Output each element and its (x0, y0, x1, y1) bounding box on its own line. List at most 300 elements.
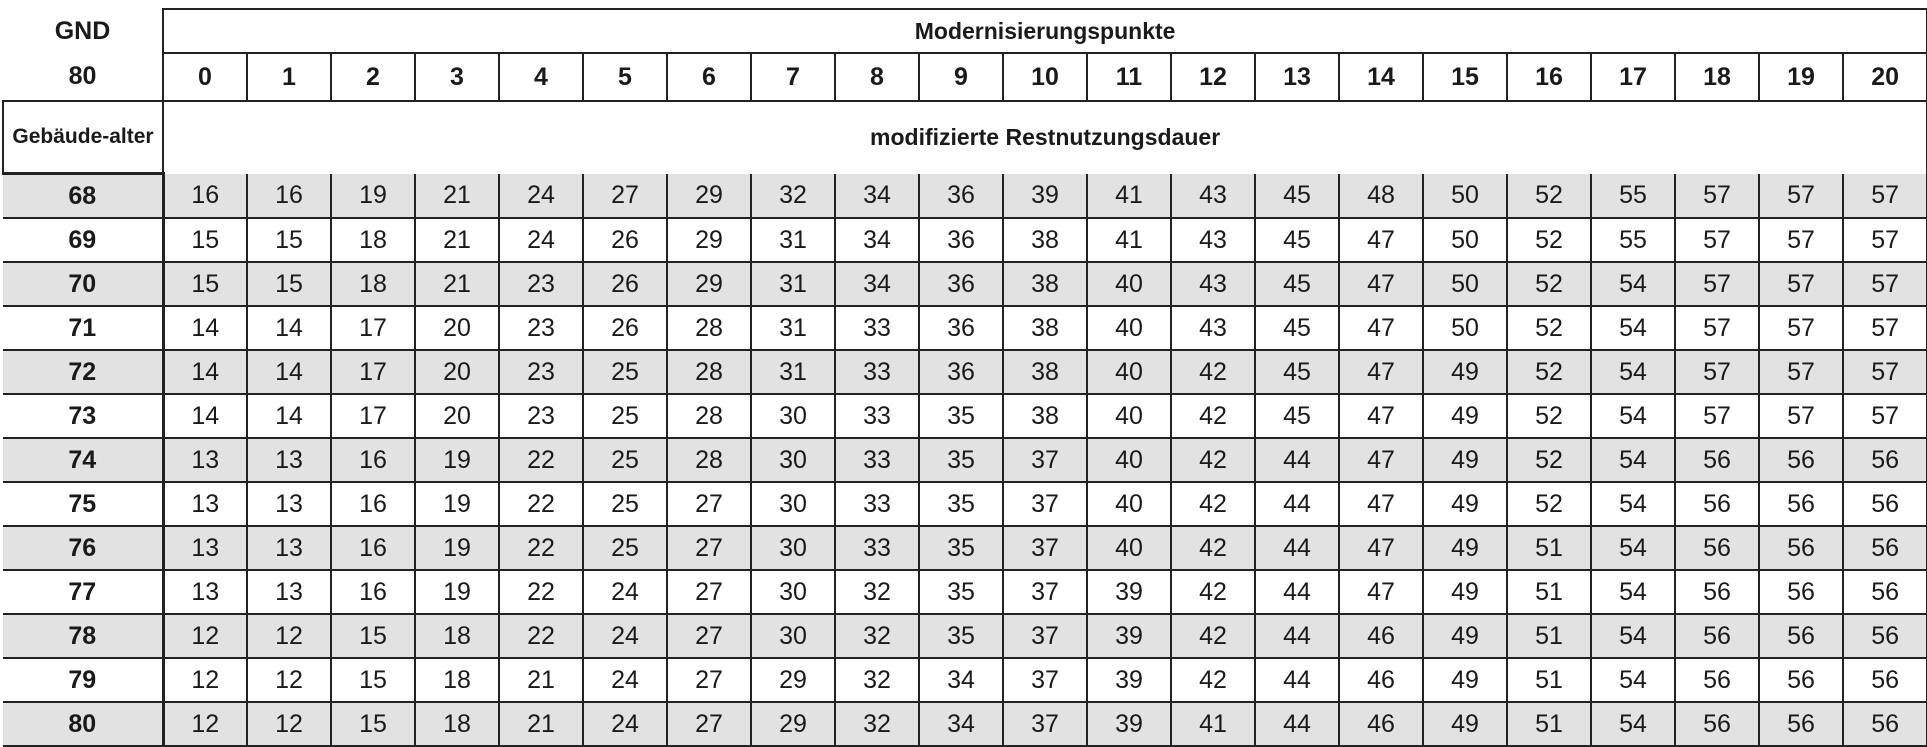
restnutzungsdauer-cell: 39 (1087, 570, 1171, 614)
table-subtitle: modifizierte Restnutzungsdauer (163, 101, 1927, 174)
table-body (3, 174, 1927, 747)
point-header-cell: 17 (1591, 53, 1675, 101)
restnutzungsdauer-cell: 49 (1423, 482, 1507, 526)
restnutzungsdauer-cell: 57 (1759, 262, 1843, 306)
restnutzungsdauer-cell: 24 (583, 702, 667, 746)
restnutzungsdauer-cell: 56 (1675, 526, 1759, 570)
restnutzungsdauer-cell: 35 (919, 570, 1003, 614)
building-age-cell: 79 (3, 658, 163, 702)
restnutzungsdauer-cell: 39 (1087, 658, 1171, 702)
restnutzungsdauer-cell: 56 (1843, 702, 1927, 746)
restnutzungsdauer-cell: 14 (247, 394, 331, 438)
restnutzungsdauer-cell: 12 (163, 614, 247, 658)
restnutzungsdauer-cell: 21 (499, 702, 583, 746)
restnutzungsdauer-cell: 36 (919, 306, 1003, 350)
table-wrapper (2, 8, 1922, 744)
restnutzungsdauer-cell: 35 (919, 482, 1003, 526)
restnutzungsdauer-cell: 22 (499, 614, 583, 658)
restnutzungsdauer-cell: 52 (1507, 174, 1591, 219)
building-age-cell: 69 (3, 218, 163, 262)
restnutzungsdauer-cell: 27 (667, 614, 751, 658)
restnutzungsdauer-cell: 35 (919, 526, 1003, 570)
header-row-title (3, 9, 1927, 53)
restnutzungsdauer-cell: 15 (163, 262, 247, 306)
restnutzungsdauer-cell: 56 (1675, 482, 1759, 526)
restnutzungsdauer-cell: 13 (163, 526, 247, 570)
table-row (3, 702, 1927, 746)
point-header-cell: 16 (1507, 53, 1591, 101)
restnutzungsdauer-cell: 38 (1003, 394, 1087, 438)
restnutzungsdauer-cell: 57 (1759, 218, 1843, 262)
restnutzungsdauer-cell: 34 (835, 262, 919, 306)
header-row-subtitle (3, 101, 1927, 174)
restnutzungsdauer-cell: 54 (1591, 350, 1675, 394)
table-row (3, 438, 1927, 482)
point-header-cell: 5 (583, 53, 667, 101)
restnutzungsdauer-cell: 47 (1339, 306, 1423, 350)
restnutzungsdauer-cell: 56 (1759, 570, 1843, 614)
building-age-cell: 76 (3, 526, 163, 570)
restnutzungsdauer-cell: 38 (1003, 350, 1087, 394)
restnutzungsdauer-cell: 21 (415, 174, 499, 219)
restnutzungsdauer-cell: 54 (1591, 438, 1675, 482)
restnutzungsdauer-cell: 54 (1591, 306, 1675, 350)
restnutzungsdauer-cell: 35 (919, 394, 1003, 438)
restnutzungsdauer-cell: 14 (247, 306, 331, 350)
restnutzungsdauer-cell: 55 (1591, 174, 1675, 219)
restnutzungsdauer-cell: 44 (1255, 614, 1339, 658)
restnutzungsdauer-cell: 37 (1003, 526, 1087, 570)
restnutzungsdauer-cell: 19 (415, 438, 499, 482)
point-header-cell: 4 (499, 53, 583, 101)
restnutzungsdauer-cell: 27 (667, 482, 751, 526)
restnutzungsdauer-cell: 25 (583, 438, 667, 482)
restnutzungsdauer-cell: 14 (163, 394, 247, 438)
restnutzungsdauer-cell: 57 (1675, 306, 1759, 350)
table-row (3, 570, 1927, 614)
restnutzungsdauer-cell: 43 (1171, 174, 1255, 219)
restnutzungsdauer-cell: 37 (1003, 570, 1087, 614)
restnutzungsdauer-cell: 56 (1759, 702, 1843, 746)
restnutzungsdauer-cell: 22 (499, 570, 583, 614)
restnutzungsdauer-cell: 57 (1843, 174, 1927, 219)
restnutzungsdauer-cell: 37 (1003, 482, 1087, 526)
restnutzungsdauer-cell: 34 (919, 658, 1003, 702)
restnutzungsdauer-cell: 42 (1171, 438, 1255, 482)
restnutzungsdauer-cell: 36 (919, 262, 1003, 306)
building-age-cell: 72 (3, 350, 163, 394)
restnutzungsdauer-cell: 18 (331, 262, 415, 306)
restnutzungsdauer-cell: 33 (835, 438, 919, 482)
restnutzungsdauer-cell: 57 (1759, 350, 1843, 394)
restnutzungsdauer-cell: 13 (163, 570, 247, 614)
restnutzungsdauer-cell: 27 (667, 658, 751, 702)
restnutzungsdauer-cell: 43 (1171, 218, 1255, 262)
restnutzungsdauer-cell: 40 (1087, 482, 1171, 526)
gnd-label: GND (54, 16, 111, 45)
restnutzungsdauer-cell: 36 (919, 174, 1003, 219)
table-row (3, 482, 1927, 526)
restnutzungsdauer-cell: 36 (919, 218, 1003, 262)
restnutzungsdauer-cell: 18 (415, 658, 499, 702)
restnutzungsdauer-cell: 31 (751, 306, 835, 350)
restnutzungsdauer-cell: 37 (1003, 614, 1087, 658)
restnutzungsdauer-cell: 49 (1423, 526, 1507, 570)
restnutzungsdauer-cell: 17 (331, 394, 415, 438)
restnutzungsdauer-cell: 42 (1171, 394, 1255, 438)
restnutzungsdauer-cell: 52 (1507, 394, 1591, 438)
table-title: Modernisierungspunkte (163, 9, 1927, 53)
point-header-cell: 18 (1675, 53, 1759, 101)
restnutzungsdauer-cell: 33 (835, 350, 919, 394)
restnutzungsdauer-cell: 49 (1423, 614, 1507, 658)
restnutzungsdauer-cell: 38 (1003, 218, 1087, 262)
restnutzungsdauer-cell: 56 (1675, 438, 1759, 482)
table-row (3, 262, 1927, 306)
restnutzungsdauer-cell: 57 (1843, 350, 1927, 394)
restnutzungsdauer-cell: 47 (1339, 438, 1423, 482)
point-header-cell: 15 (1423, 53, 1507, 101)
restnutzungsdauer-cell: 56 (1759, 658, 1843, 702)
restnutzungsdauer-cell: 12 (247, 658, 331, 702)
restnutzungsdauer-cell: 54 (1591, 394, 1675, 438)
restnutzungsdauer-cell: 30 (751, 438, 835, 482)
restnutzungsdauer-cell: 38 (1003, 262, 1087, 306)
restnutzungsdauer-cell: 33 (835, 526, 919, 570)
restnutzungsdauer-cell: 34 (835, 218, 919, 262)
restnutzungsdauer-cell: 16 (163, 174, 247, 219)
restnutzungsdauer-cell: 42 (1171, 570, 1255, 614)
restnutzungsdauer-cell: 22 (499, 526, 583, 570)
restnutzungsdauer-cell: 27 (583, 174, 667, 219)
restnutzungsdauer-cell: 20 (415, 350, 499, 394)
restnutzungsdauer-cell: 41 (1171, 702, 1255, 746)
restnutzungsdauer-cell: 26 (583, 306, 667, 350)
restnutzungsdauer-cell: 15 (331, 614, 415, 658)
restnutzungsdauer-cell: 54 (1591, 614, 1675, 658)
restnutzungsdauer-cell: 56 (1759, 526, 1843, 570)
restnutzungsdauer-cell: 24 (499, 218, 583, 262)
restnutzungsdauer-cell: 26 (583, 218, 667, 262)
restnutzungsdauer-cell: 39 (1087, 702, 1171, 746)
restnutzungsdauer-cell: 49 (1423, 702, 1507, 746)
restnutzungsdauer-cell: 43 (1171, 262, 1255, 306)
restnutzungsdauer-cell: 32 (835, 702, 919, 746)
point-header-cell: 6 (667, 53, 751, 101)
restnutzungsdauer-cell: 47 (1339, 394, 1423, 438)
restnutzungsdauer-cell: 57 (1675, 174, 1759, 219)
building-age-cell: 71 (3, 306, 163, 350)
restnutzungsdauer-cell: 54 (1591, 570, 1675, 614)
restnutzungsdauer-cell: 30 (751, 526, 835, 570)
restnutzungsdauer-cell: 17 (331, 306, 415, 350)
restnutzungsdauer-cell: 20 (415, 394, 499, 438)
restnutzungsdauer-cell: 22 (499, 438, 583, 482)
point-header-cell: 19 (1759, 53, 1843, 101)
restnutzungsdauer-cell: 37 (1003, 658, 1087, 702)
restnutzungsdauer-cell: 19 (415, 526, 499, 570)
restnutzungsdauer-cell: 49 (1423, 570, 1507, 614)
restnutzungsdauer-cell: 40 (1087, 306, 1171, 350)
restnutzungsdauer-cell: 47 (1339, 526, 1423, 570)
table-row (3, 658, 1927, 702)
restnutzungsdauer-cell: 54 (1591, 262, 1675, 306)
restnutzungsdauer-cell: 39 (1087, 614, 1171, 658)
point-header-cell: 13 (1255, 53, 1339, 101)
restnutzungsdauer-cell: 52 (1507, 262, 1591, 306)
restnutzungsdauer-cell: 35 (919, 438, 1003, 482)
restnutzungsdauer-cell: 47 (1339, 350, 1423, 394)
restnutzungsdauer-cell: 19 (331, 174, 415, 219)
restnutzungsdauer-cell: 51 (1507, 658, 1591, 702)
table-row (3, 614, 1927, 658)
restnutzungsdauer-cell: 18 (415, 702, 499, 746)
restnutzungsdauer-cell: 56 (1843, 482, 1927, 526)
restnutzungsdauer-cell: 57 (1843, 394, 1927, 438)
restnutzungsdauer-cell: 49 (1423, 350, 1507, 394)
restnutzungsdauer-cell: 12 (247, 614, 331, 658)
restnutzungsdauer-cell: 56 (1675, 570, 1759, 614)
restnutzungsdauer-cell: 32 (835, 570, 919, 614)
restnutzungsdauer-cell: 56 (1759, 614, 1843, 658)
restnutzungsdauer-cell: 23 (499, 306, 583, 350)
restnutzungsdauer-cell: 16 (331, 482, 415, 526)
table-row (3, 526, 1927, 570)
point-header-cell: 0 (163, 53, 247, 101)
restnutzungsdauer-cell: 34 (835, 174, 919, 219)
restnutzungsdauer-cell: 45 (1255, 174, 1339, 219)
restnutzungsdauer-cell: 35 (919, 614, 1003, 658)
restnutzungsdauer-cell: 40 (1087, 350, 1171, 394)
restnutzungsdauer-table (2, 8, 1927, 747)
restnutzungsdauer-cell: 28 (667, 438, 751, 482)
restnutzungsdauer-cell: 21 (499, 658, 583, 702)
restnutzungsdauer-cell: 24 (583, 658, 667, 702)
restnutzungsdauer-cell: 12 (247, 702, 331, 746)
restnutzungsdauer-cell: 31 (751, 218, 835, 262)
restnutzungsdauer-cell: 47 (1339, 262, 1423, 306)
restnutzungsdauer-cell: 13 (247, 482, 331, 526)
building-age-cell: 80 (3, 702, 163, 746)
restnutzungsdauer-cell: 56 (1843, 570, 1927, 614)
restnutzungsdauer-cell: 39 (1003, 174, 1087, 219)
restnutzungsdauer-cell: 24 (583, 614, 667, 658)
restnutzungsdauer-cell: 31 (751, 350, 835, 394)
restnutzungsdauer-cell: 30 (751, 570, 835, 614)
restnutzungsdauer-cell: 51 (1507, 614, 1591, 658)
building-age-cell: 78 (3, 614, 163, 658)
restnutzungsdauer-cell: 37 (1003, 702, 1087, 746)
restnutzungsdauer-cell: 13 (163, 438, 247, 482)
table-row (3, 174, 1927, 219)
restnutzungsdauer-cell: 56 (1843, 658, 1927, 702)
restnutzungsdauer-cell: 23 (499, 262, 583, 306)
restnutzungsdauer-cell: 57 (1675, 394, 1759, 438)
restnutzungsdauer-cell: 57 (1843, 306, 1927, 350)
restnutzungsdauer-cell: 48 (1339, 174, 1423, 219)
building-age-cell: 70 (3, 262, 163, 306)
restnutzungsdauer-cell: 38 (1003, 306, 1087, 350)
table-row (3, 218, 1927, 262)
restnutzungsdauer-cell: 14 (247, 350, 331, 394)
point-header-cell: 14 (1339, 53, 1423, 101)
restnutzungsdauer-cell: 44 (1255, 526, 1339, 570)
restnutzungsdauer-cell: 56 (1843, 526, 1927, 570)
point-header-cell: 3 (415, 53, 499, 101)
restnutzungsdauer-cell: 56 (1759, 482, 1843, 526)
restnutzungsdauer-cell: 49 (1423, 394, 1507, 438)
restnutzungsdauer-cell: 44 (1255, 570, 1339, 614)
point-header-cell: 20 (1843, 53, 1927, 101)
restnutzungsdauer-cell: 25 (583, 526, 667, 570)
restnutzungsdauer-cell: 46 (1339, 658, 1423, 702)
restnutzungsdauer-cell: 32 (751, 174, 835, 219)
building-age-cell: 73 (3, 394, 163, 438)
restnutzungsdauer-cell: 30 (751, 482, 835, 526)
building-age-cell: 77 (3, 570, 163, 614)
restnutzungsdauer-cell: 23 (499, 350, 583, 394)
restnutzungsdauer-cell: 18 (415, 614, 499, 658)
restnutzungsdauer-cell: 27 (667, 702, 751, 746)
restnutzungsdauer-cell: 16 (247, 174, 331, 219)
restnutzungsdauer-cell: 54 (1591, 658, 1675, 702)
restnutzungsdauer-cell: 29 (667, 174, 751, 219)
restnutzungsdauer-cell: 57 (1843, 218, 1927, 262)
restnutzungsdauer-cell: 19 (415, 570, 499, 614)
restnutzungsdauer-cell: 28 (667, 350, 751, 394)
restnutzungsdauer-cell: 51 (1507, 526, 1591, 570)
restnutzungsdauer-cell: 52 (1507, 438, 1591, 482)
building-age-cell: 74 (3, 438, 163, 482)
building-age-cell: 68 (3, 174, 163, 219)
restnutzungsdauer-cell: 42 (1171, 658, 1255, 702)
restnutzungsdauer-cell: 55 (1591, 218, 1675, 262)
table-row (3, 350, 1927, 394)
point-header-cell: 12 (1171, 53, 1255, 101)
restnutzungsdauer-cell: 16 (331, 570, 415, 614)
restnutzungsdauer-cell: 26 (583, 262, 667, 306)
restnutzungsdauer-cell: 52 (1507, 218, 1591, 262)
restnutzungsdauer-cell: 50 (1423, 262, 1507, 306)
restnutzungsdauer-cell: 46 (1339, 702, 1423, 746)
restnutzungsdauer-cell: 40 (1087, 438, 1171, 482)
restnutzungsdauer-cell: 18 (331, 218, 415, 262)
restnutzungsdauer-cell: 30 (751, 614, 835, 658)
restnutzungsdauer-cell: 57 (1759, 306, 1843, 350)
restnutzungsdauer-cell: 50 (1423, 306, 1507, 350)
restnutzungsdauer-cell: 49 (1423, 658, 1507, 702)
restnutzungsdauer-cell: 45 (1255, 218, 1339, 262)
restnutzungsdauer-cell: 36 (919, 350, 1003, 394)
restnutzungsdauer-cell: 33 (835, 482, 919, 526)
restnutzungsdauer-cell: 14 (163, 350, 247, 394)
header-row-points (3, 53, 1927, 101)
restnutzungsdauer-cell: 12 (163, 658, 247, 702)
restnutzungsdauer-cell: 44 (1255, 702, 1339, 746)
restnutzungsdauer-cell: 23 (499, 394, 583, 438)
point-header-cell: 2 (331, 53, 415, 101)
restnutzungsdauer-cell: 56 (1675, 658, 1759, 702)
restnutzungsdauer-cell: 57 (1759, 174, 1843, 219)
restnutzungsdauer-cell: 29 (667, 262, 751, 306)
restnutzungsdauer-cell: 28 (667, 394, 751, 438)
restnutzungsdauer-cell: 13 (163, 482, 247, 526)
restnutzungsdauer-cell: 44 (1255, 438, 1339, 482)
restnutzungsdauer-cell: 57 (1675, 262, 1759, 306)
restnutzungsdauer-cell: 56 (1675, 614, 1759, 658)
restnutzungsdauer-cell: 56 (1843, 614, 1927, 658)
restnutzungsdauer-cell: 49 (1423, 438, 1507, 482)
restnutzungsdauer-cell: 54 (1591, 702, 1675, 746)
restnutzungsdauer-cell: 43 (1171, 306, 1255, 350)
building-age-cell: 75 (3, 482, 163, 526)
restnutzungsdauer-cell: 54 (1591, 482, 1675, 526)
restnutzungsdauer-cell: 21 (415, 262, 499, 306)
restnutzungsdauer-cell: 56 (1843, 438, 1927, 482)
restnutzungsdauer-cell: 57 (1759, 394, 1843, 438)
restnutzungsdauer-cell: 56 (1675, 702, 1759, 746)
restnutzungsdauer-cell: 33 (835, 394, 919, 438)
gnd-value: 80 (3, 53, 163, 101)
restnutzungsdauer-cell: 40 (1087, 394, 1171, 438)
restnutzungsdauer-cell: 56 (1759, 438, 1843, 482)
table-row (3, 394, 1927, 438)
point-header-cell: 11 (1087, 53, 1171, 101)
restnutzungsdauer-cell: 51 (1507, 570, 1591, 614)
restnutzungsdauer-cell: 29 (751, 702, 835, 746)
point-header-cell: 7 (751, 53, 835, 101)
restnutzungsdauer-cell: 46 (1339, 614, 1423, 658)
restnutzungsdauer-cell: 42 (1171, 526, 1255, 570)
restnutzungsdauer-cell: 45 (1255, 306, 1339, 350)
restnutzungsdauer-cell: 24 (583, 570, 667, 614)
restnutzungsdauer-cell: 13 (247, 526, 331, 570)
restnutzungsdauer-cell: 40 (1087, 526, 1171, 570)
restnutzungsdauer-cell: 25 (583, 482, 667, 526)
restnutzungsdauer-cell: 32 (835, 658, 919, 702)
restnutzungsdauer-cell: 16 (331, 526, 415, 570)
restnutzungsdauer-cell: 52 (1507, 482, 1591, 526)
restnutzungsdauer-cell: 29 (751, 658, 835, 702)
point-header-cell: 1 (247, 53, 331, 101)
restnutzungsdauer-cell: 41 (1087, 218, 1171, 262)
restnutzungsdauer-cell: 37 (1003, 438, 1087, 482)
restnutzungsdauer-cell: 28 (667, 306, 751, 350)
restnutzungsdauer-cell: 42 (1171, 482, 1255, 526)
point-header-cell: 8 (835, 53, 919, 101)
restnutzungsdauer-cell: 12 (163, 702, 247, 746)
restnutzungsdauer-cell: 20 (415, 306, 499, 350)
table-row (3, 306, 1927, 350)
restnutzungsdauer-cell: 47 (1339, 218, 1423, 262)
restnutzungsdauer-cell: 33 (835, 306, 919, 350)
restnutzungsdauer-cell: 19 (415, 482, 499, 526)
restnutzungsdauer-cell: 13 (247, 438, 331, 482)
building-age-label: Gebäude-alter (3, 101, 163, 174)
restnutzungsdauer-cell: 57 (1843, 262, 1927, 306)
restnutzungsdauer-cell: 14 (163, 306, 247, 350)
restnutzungsdauer-cell: 15 (331, 658, 415, 702)
restnutzungsdauer-cell: 40 (1087, 262, 1171, 306)
restnutzungsdauer-cell: 15 (331, 702, 415, 746)
restnutzungsdauer-cell: 31 (751, 262, 835, 306)
restnutzungsdauer-cell: 50 (1423, 174, 1507, 219)
restnutzungsdauer-cell: 25 (583, 394, 667, 438)
restnutzungsdauer-cell: 50 (1423, 218, 1507, 262)
restnutzungsdauer-cell: 16 (331, 438, 415, 482)
restnutzungsdauer-cell: 45 (1255, 350, 1339, 394)
restnutzungsdauer-cell: 42 (1171, 614, 1255, 658)
